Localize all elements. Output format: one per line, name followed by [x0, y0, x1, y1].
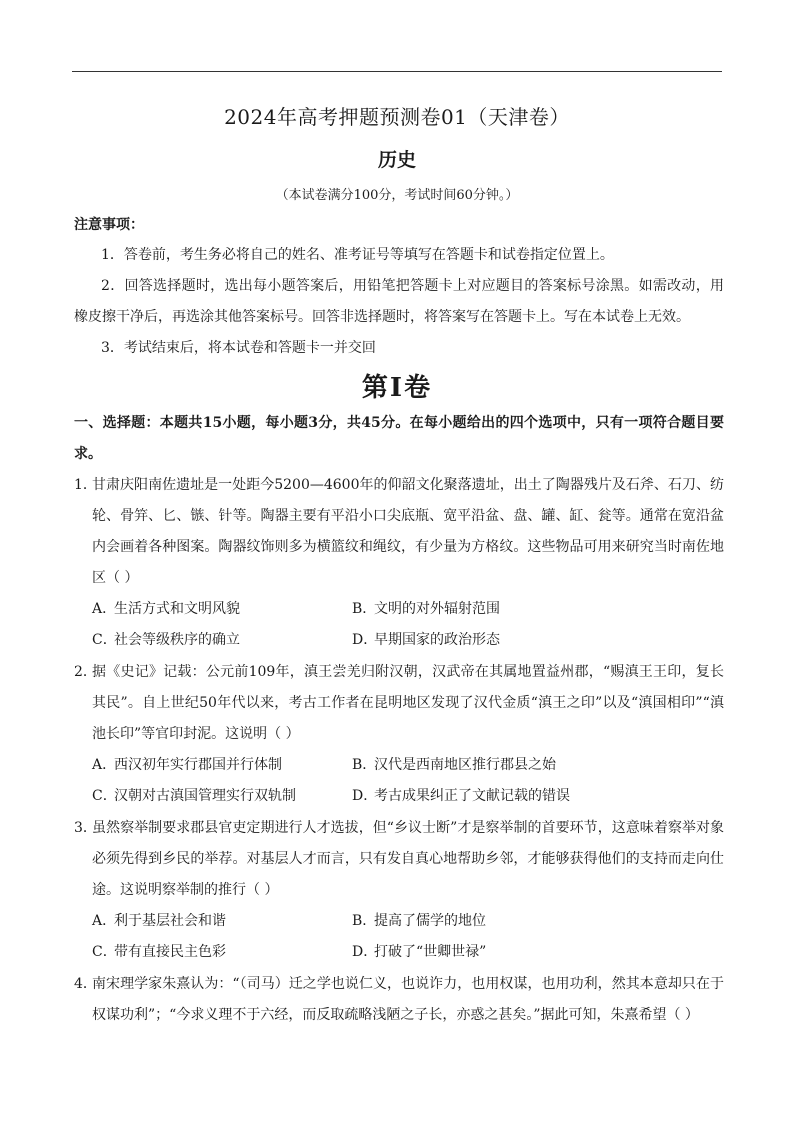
exam-note: （本试卷满分100分，考试时间60分钟。）	[275, 188, 519, 203]
exam-title: 2024年高考押题预测卷01（天津卷）	[224, 105, 570, 129]
option-b[interactable]: B．文明的对外辐射范围	[352, 601, 500, 617]
notice-item: 1．答卷前，考生务必将自己的姓名、准考证号等填写在答题卡和试卷指定位置上。	[101, 247, 614, 263]
section-heading: 一、选择题：本题共15小题，每小题3分，共45分。在每小题给出的四个选项中，只有一项符合题目要求。	[74, 415, 724, 462]
option-b[interactable]: B．提高了儒学的地位	[352, 913, 486, 929]
question-stem: 据《史记》记载：公元前109年，滇王尝羌归附汉朝，汉武帝在其属地置益州郡，“赐滇王王印，复长其民”。自上世纪50年代以来，考古工作者在昆明地区发现了汉代金质“滇王之印”以及“滇国相印”“滇池长印”等官印封泥。这说明（ ）	[92, 664, 724, 742]
question-stem: 甘肃庆阳南佐遗址是一处距今5200—4600年的仰韶文化聚落遗址，出土了陶器残片及石斧、石刀、纺轮、骨笄、匕、镞、针等。陶器主要有平沿小口尖底瓶、宽平沿盆、盘、罐、缸、瓮等。通常在宽沿盆内会画着各种图案。陶器纹饰则多为横篮纹和绳纹，有少量为方格纹。这些物品可用来研究当时南佐地区（ ）	[92, 477, 724, 586]
option-c[interactable]: C．社会等级秩序的确立	[92, 632, 240, 648]
question-2	[74, 657, 724, 812]
options	[92, 906, 724, 968]
subject-title: 历史	[377, 149, 416, 171]
question-3	[74, 813, 724, 968]
question-stem: 南宋理学家朱熹认为：“（司马）迁之学也说仁义，也说诈力，也用权谋，也用功利，然其本意却只在于权谋功利”；“今求义理不于六经，而反取疏略浅陋之子长，亦惑之甚矣。”据此可知，朱熹希望（ ）	[92, 976, 724, 1023]
header-rule	[72, 71, 722, 72]
notice-item: 3．考试结束后，将本试卷和答题卡一并交回	[101, 340, 376, 356]
option-c[interactable]: C．汉朝对古滇国管理实行双轨制	[92, 788, 296, 804]
question-number: 2．	[74, 664, 97, 680]
option-d[interactable]: D．早期国家的政治形态	[352, 632, 500, 648]
options	[92, 594, 724, 656]
question-number: 3．	[74, 820, 97, 836]
question-stem: 虽然察举制要求郡县官吏定期进行人才选拔，但“乡议士断”才是察举制的首要环节，这意味着察举对象必须先得到乡民的举荐。对基层人才而言，只有发自真心地帮助乡邻，才能够获得他们的支持而走向仕途。这说明察举制的推行（ ）	[92, 820, 724, 898]
option-c[interactable]: C．带有直接民主色彩	[92, 944, 226, 960]
part-title: 第I卷	[361, 373, 433, 403]
option-d[interactable]: D．打破了“世卿世禄”	[352, 944, 487, 960]
option-b[interactable]: B．汉代是西南地区推行郡县之始	[352, 757, 556, 773]
option-a[interactable]: A．生活方式和文明风貌	[92, 601, 240, 617]
options	[92, 750, 724, 812]
option-d[interactable]: D．考古成果纠正了文献记载的错误	[352, 788, 570, 804]
option-a[interactable]: A．利于基层社会和谐	[92, 913, 226, 929]
option-a[interactable]: A．西汉初年实行郡国并行体制	[92, 757, 282, 773]
notice-heading: 注意事项：	[74, 217, 144, 233]
question-number: 4．	[74, 976, 97, 992]
notice-item: 2．回答选择题时，选出每小题答案后，用铅笔把答题卡上对应题目的答案标号涂黑。如需改动，用橡皮擦干净后，再选涂其他答案标号。回答非选择题时，将答案写在答题卡上。写在本试卷上无效。	[74, 278, 724, 325]
question-1	[74, 470, 724, 656]
question-4	[74, 969, 724, 1031]
question-number: 1．	[74, 477, 97, 493]
